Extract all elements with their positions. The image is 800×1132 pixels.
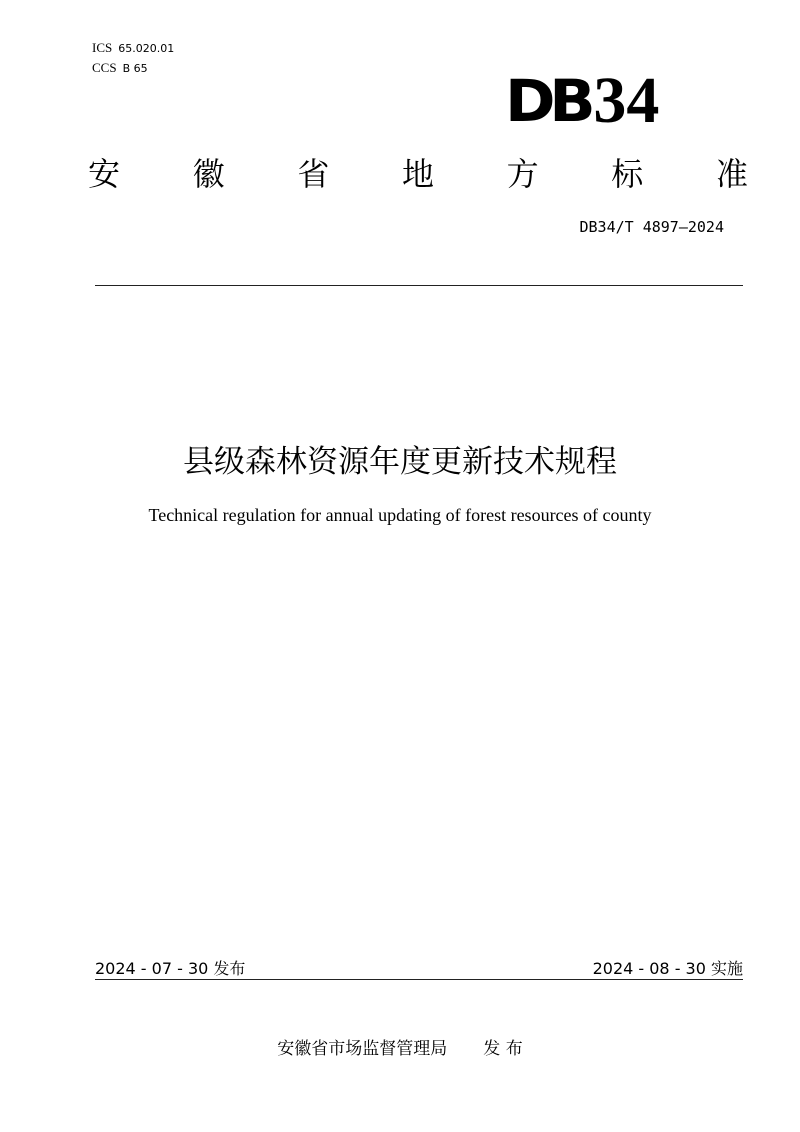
db34-logo: [505, 64, 660, 137]
heading-char: 准: [715, 155, 748, 193]
issue-label: 发 布: [483, 1039, 523, 1059]
issuer-name: 安徽省市场监督管理局: [277, 1039, 448, 1059]
standard-code: DB34/T 4897—2024: [579, 218, 724, 236]
heading-char: 地: [401, 155, 434, 193]
logo-number: 34: [593, 64, 660, 137]
document-subtitle-en: Technical regulation for annual updating of forest resources of county: [148, 505, 652, 525]
ccs-label: CCS: [92, 60, 117, 75]
top-divider: [95, 285, 743, 286]
bottom-divider: [95, 979, 743, 980]
issuer-line: [0, 1034, 800, 1059]
heading-char: 方: [506, 155, 539, 193]
ics-line: [92, 38, 174, 58]
province-standard-heading: [88, 150, 748, 198]
implement-date: 2024 - 08 - 30 实施: [592, 959, 743, 978]
heading-char: 省: [297, 155, 330, 193]
logo-letters: DB: [505, 67, 590, 135]
classification-block: [92, 38, 174, 78]
ics-label: ICS: [92, 40, 113, 55]
ccs-line: [92, 58, 174, 78]
heading-char: 安: [88, 155, 121, 193]
document-title: 县级森林资源年度更新技术规程: [183, 444, 617, 480]
ics-value: 65.020.01: [118, 42, 175, 55]
heading-char: 标: [611, 155, 644, 193]
heading-char: 徽: [192, 155, 225, 193]
ccs-value: B 65: [122, 62, 148, 75]
publish-date: 2024 - 07 - 30 发布: [95, 959, 246, 978]
